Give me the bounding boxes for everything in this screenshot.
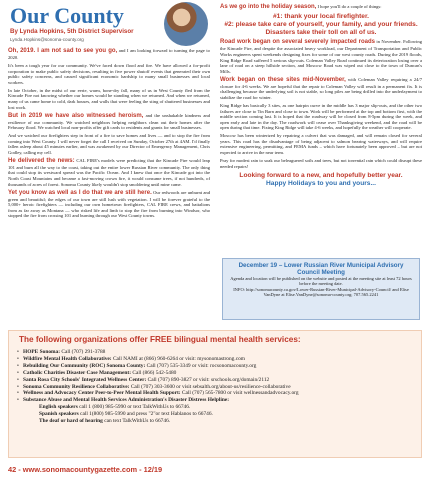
left-column	[8, 0, 210, 221]
paragraph: Road work began on several severely impacted roads in November. Following the Kincade Fire, and despite the associated heavy workload, our Department of Transportation and Public Works engineers spent weekends designing fixes for some of our west county roads. During the 2019 floods, King Ridge Road suffered 5 serious slip-outs. Coleman Valley Road continued its deterioration losing over a lane of road on a steep hillside section, and Moscow Road was wiped out close to the town of Duncan's Mills.	[220, 39, 422, 74]
paragraph: Yet you know as well as I do that we are still here. Our redwoods are unburnt and green and beautiful; the edges of our town are still lush with vegetation. I will be forever grateful to the 5,000+ heroic firefighters — including our own hometown firefighters, CAL FIRE crews, and battalions from as far away as Montana — who risked life and limb to stop the fire from burning into Windsor, who stopped the fire from crossing 101 and burning through our West County towns.	[8, 189, 210, 219]
paragraph: King Ridge has basically 3 sites, as one hairpin curve in the middle has 3 major slip-outs, and the other two failures are close to Tin Barn and close to town. Work will be performed at the top and bottom first, with the middle section coming last. It is hoped that the roadway will be closed from 8-5pm during the week, and open early and late in the day. The roadwork will cease over Thanksgiving weekend, and the road will be open during that time. Fixing King Ridge will take 4-6 weeks, and hopefully the weather will cooperate.	[220, 102, 422, 131]
list-item: • Sonoma Community Resilience Collaborative: Call (707) 303-3600 or visit sebsalth.org/about-us/resilience-collaborative	[23, 384, 421, 391]
author-photo	[164, 2, 208, 46]
resources-title: The following organizations offer FREE bilingual mental health services:	[19, 335, 301, 344]
wish-item-1: #1: thank your local firefighter.	[273, 13, 369, 21]
list-item: • Wildfire Mental Health Collaborative: Call NAMI at (866) 960-6264 or visit: mysonomastrong.com	[23, 356, 421, 363]
list-item: • Wellness and Advocacy Center Peer-to-Peer Mental Health Support: Call (707) 565-7800 or visit wellnessandadvocacy.org	[23, 390, 421, 397]
list-item: • HOPE Sonoma: Call (707) 291-3788	[23, 349, 421, 356]
calendar-title: December 19 – Lower Russian River Municipal Advisory Council Meeting	[238, 262, 404, 276]
resources-list	[9, 349, 421, 425]
paragraph: It's been a tough year for our community. We've faced down flood and fire. We have allowed a for-profit corporation to make public safety decisions, resulting in five power shutoff events that generated their own public safety concerns, and caused significant economic hardship to many small businesses and local workers.	[8, 62, 210, 85]
paragraph: He delivered the news: CAL FIRE's models were predicting that the Kincade Fire would leap 101 and burn all the way to the coast, taking out the entire lower Russian River community. The only thing that could stop its westward spread was the Pacific Ocean. And I knew that once the Kincade got into the North Coast Mountains and became a fast-moving crown fire, it would consume trees, if not hundreds, of thousands of acres of forest. Sonoma County likely wouldn't stop smoldering until mine came.	[8, 157, 210, 187]
byline: By Lynda Hopkins, 5th District Supervisor	[10, 28, 134, 35]
wish-item-2b: Disasters take their toll on all of us.	[265, 29, 377, 37]
closing-line-2: Happy Holidays to you and yours...	[266, 179, 376, 187]
list-subitem: The deaf or hard of hearing can text TalkWithUs to 66746.	[39, 418, 171, 425]
author-email[interactable]: Lynda.Hopkins@sonoma-county.org	[10, 37, 84, 42]
page-footer: 42 - www.sonomacountygazette.com - 12/19	[8, 465, 163, 474]
list-item: • Rebuilding Our Community (ROC) Sonoma County: Call (707) 535-3349 or visit: rocsonomacounty.org	[23, 363, 421, 370]
paragraph: Moscow has been winterized by repairing a culvert that was damaged, and will remain closed for several years. This road has the disadvantage of being adjacent to salmon bearing waterways, and will require extensive engineering, permitting, and FEMA funds – which have fortunately been approved – but are not expected to arrive in the near term.	[220, 133, 422, 156]
list-item: • Substance Abuse and Mental Health Services Administration's Disaster Distress Helpline:	[23, 397, 421, 404]
holiday-intro: As we go into the holiday season, I hope you'll do a couple of things:	[220, 4, 382, 10]
paragraph: Work began on these sites mid-November, with Coleman Valley requiring a 24/7 closure for 4-6 weeks. We are hopeful that the repair to Coleman Valley will result in a permanent fix. It is challenging because the underlying soil is not stable, so long piles are being drilled into the underlayment to stabilize the road for winter.	[220, 76, 423, 100]
wish-item-2: #2: please take care of yourself, your family, and your friends.	[224, 21, 418, 29]
column-title: Our County	[10, 3, 124, 28]
list-subitem: English speakers call 1 (800) 985-5990 or text TalkWithUs to 66746.	[39, 404, 191, 411]
paragraph: But in 2019 we have also witnessed heroism, and the unshakable kindness and resilience of our community. We watched neighbors helping neighbors clean out their homes after the February flood. We watched local non-profits offer gift cards to residents and grants for small businesses.	[8, 112, 210, 131]
calendar-body: Agenda and location will be published on the website and posted at the meeting site at least 72 hours before the meeting date.	[230, 276, 412, 287]
list-item: • Santa Rosa City Schools' Integrated Wellness Center: Call (707) 890-3827 or visit: srschools.org/domain/2112	[23, 377, 421, 384]
closing-line-1: Looking forward to a new, and hopefully better year.	[239, 171, 403, 179]
paragraph: Pray for modest rain to soak our beleaguered soils and trees, but not torrential rain which could disrupt these needed repairs!	[220, 158, 422, 169]
paragraph: And we watched our firefighters step in front of a fire to save homes and lives — and to stop the fire from coming into West County. I will never forget the call I received on Sunday, October 27th at 4AM. I'd finally fallen asleep about 45 minutes earlier, and was awakened by our Director of Emergency Management, Chris Godley, calling my cell.	[8, 133, 210, 155]
calendar-box	[222, 258, 420, 320]
calendar-info[interactable]: INFO: http://sonomacounty.ca.gov/Lower-Russian-River-Municipal-Advisory-Council/ and Elise VanDyne at Elise.VanDyne@sonoma-county.org; 707.565.2241	[233, 286, 409, 298]
column-header	[8, 4, 210, 48]
list-item: • Catholic Charities Disaster Case Management: Call (866) 542-5480	[23, 370, 421, 377]
paragraph: In late October, in the midst of our eerie, warm, bone-dry fall, many of us in West County fled from the Kincade Fire not knowing whether our homes would be standing when we returned. And when we returned, many of us came home to cold, dark houses, and walls that were feeling the sting of shuttered businesses and lost work.	[8, 87, 210, 110]
list-subitem: Spanish speakers call 1(800) 985-5990 and press "2"or text Hablanos to 66746.	[39, 411, 213, 418]
paragraph: Oh, 2019. I am not sad to see you go, and I am looking forward to turning the page to 2020.	[8, 48, 210, 60]
right-column	[220, 0, 422, 188]
resources-box	[8, 330, 422, 458]
